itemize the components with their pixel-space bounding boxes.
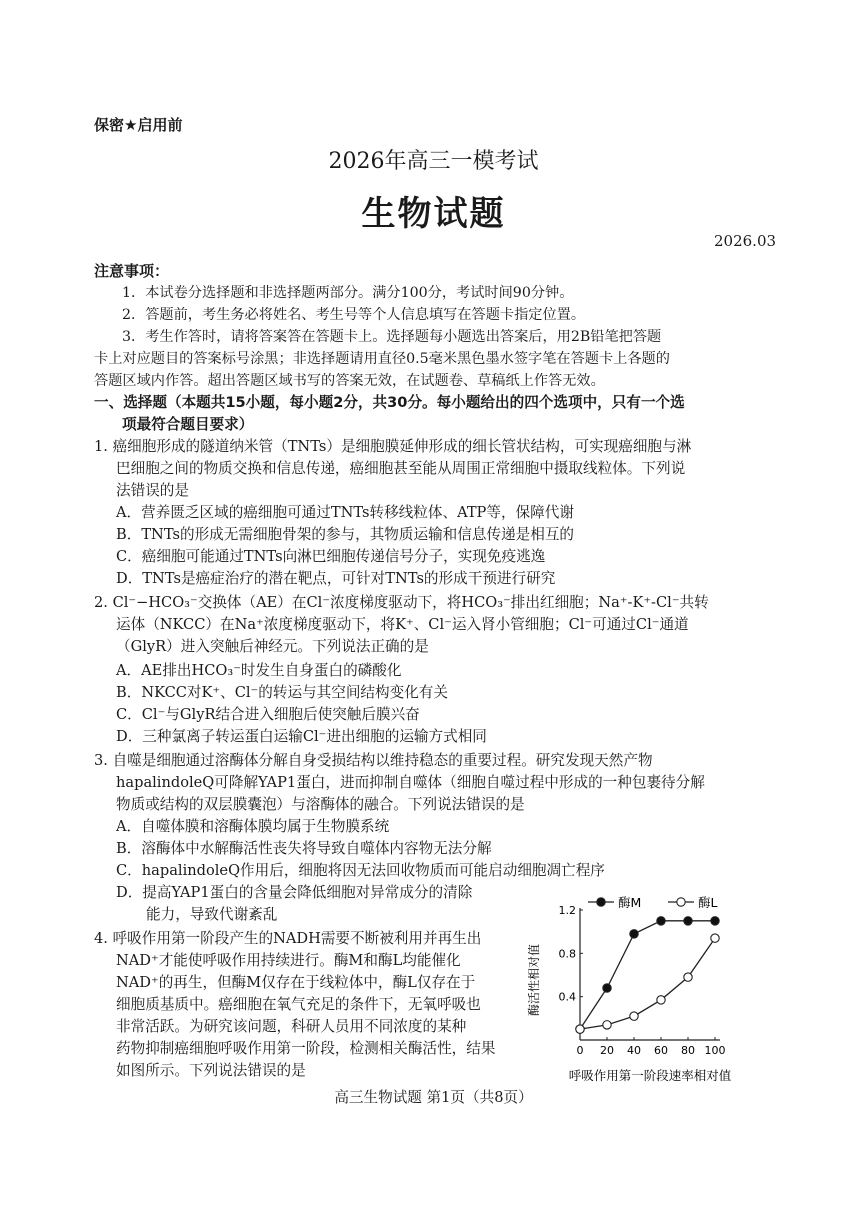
legend-label: 酶M (618, 895, 642, 910)
legend-label: 酶L (698, 895, 718, 910)
series-line-1 (580, 921, 715, 1029)
question-2-stem: （GlyR）进入突触后神经元。下列说法正确的是 (116, 638, 429, 655)
question-2-option-b: B．NKCC对K⁺、Cl⁻的转运与其空间结构变化有关 (116, 684, 448, 701)
data-point (603, 984, 611, 992)
question-4-stem: 细胞质基质中。癌细胞在氧气充足的条件下，无氧呼吸也 (116, 996, 481, 1013)
y-axis-label: 酶活性相对值 (527, 943, 541, 1017)
question-1-stem: 法错误的是 (116, 482, 189, 499)
chart-legend (588, 895, 718, 910)
page-footer: 高三生物试题 第1页（共8页） (334, 1089, 533, 1106)
question-4-stem: 非常活跃。为研究该问题，科研人员用不同浓度的某种 (116, 1018, 467, 1035)
data-point (603, 1021, 611, 1029)
data-point (657, 917, 665, 925)
question-1-stem: 巴细胞之间的物质交换和信息传递，癌细胞甚至能从周围正常细胞中摄取线粒体。下列说 (116, 460, 686, 477)
question-1-stem: 1. 癌细胞形成的隧道纳米管（TNTs）是细胞膜延伸形成的细长管状结构，可实现癌细胞与淋 (94, 438, 692, 455)
question-2-stem: 2. Cl⁻−HCO₃⁻交换体（AE）在Cl⁻浓度梯度驱动下，将HCO₃⁻排出红细胞；Na⁺-K⁺-Cl⁻共转 (94, 594, 709, 611)
question-4-stem: 药物抑制癌细胞呼吸作用第一阶段，检测相关酶活性，结果 (116, 1040, 496, 1057)
x-tick-label: 100 (704, 1044, 726, 1057)
note-line: 1．本试卷分选择题和非选择题两部分。满分100分，考试时间90分钟。 (122, 285, 574, 301)
data-point (684, 917, 692, 925)
data-point (630, 1012, 638, 1020)
question-4-stem: 如图所示。下列说法错误的是 (116, 1062, 306, 1079)
y-tick-label: 1.2 (558, 904, 576, 917)
enzyme-activity-chart (520, 890, 755, 1085)
question-3-option-c: C．hapalindoleQ作用后，细胞将因无法回收物质而可能启动细胞凋亡程序 (116, 862, 605, 879)
question-2-option-a: A．AE排出HCO₃⁻时发生自身蛋白的磷酸化 (116, 662, 402, 679)
question-1-option-b: B．TNTs的形成无需细胞骨架的参与，其物质运输和信息传递是相互的 (116, 526, 575, 543)
chart-series (576, 917, 719, 1034)
question-4-stem: 4. 呼吸作用第一阶段产生的NADH需要不断被利用并再生出 (94, 930, 482, 947)
series-line-2 (580, 938, 715, 1029)
x-axis-label: 呼吸作用第一阶段速率相对值 (568, 1068, 732, 1083)
notes-heading: 注意事项： (94, 262, 170, 280)
question-3-stem: 3. 自噬是细胞通过溶酶体分解自身受损结构以维持稳态的重要过程。研究发现天然产物 (94, 752, 653, 769)
subject-title: 生物试题 (361, 194, 506, 234)
data-point (657, 996, 665, 1004)
question-3-option-d: 能力，导致代谢紊乱 (146, 906, 278, 923)
note-line: 2．答题前，考生务必将姓名、考生号等个人信息填写在答题卡指定位置。 (122, 307, 586, 323)
question-3-stem: 物质或结构的双层膜囊泡）与溶酶体的融合。下列说法错误的是 (116, 796, 525, 813)
note-line: 卡上对应题目的答案标号涂黑；非选择题请用直径0.5毫米黑色墨水签字笔在答题卡上各题的 (94, 351, 670, 367)
y-tick-label: 0.8 (558, 947, 576, 961)
note-line: 3．考生作答时，请将答案答在答题卡上。选择题每小题选出答案后，用2B铅笔把答题 (122, 329, 662, 345)
data-point (684, 973, 692, 981)
question-3-option-b: B．溶酶体中水解酶活性丧失将导致自噬体内容物无法分解 (116, 840, 492, 857)
question-3-option-a: A．自噬体膜和溶酶体膜均属于生物膜系统 (116, 818, 390, 835)
question-3-stem: hapalindoleQ可降解YAP1蛋白，进而抑制自噬体（细胞自噬过程中形成的一种包裹待分解 (116, 774, 705, 791)
x-tick-label: 80 (681, 1044, 695, 1057)
question-4-stem: NAD⁺才能使呼吸作用持续进行。酶M和酶L均能催化 (116, 952, 461, 969)
data-point (630, 930, 638, 938)
x-tick-label: 60 (654, 1044, 668, 1057)
x-tick-label: 0 (576, 1044, 584, 1057)
question-1-option-a: A．营养匮乏区域的癌细胞可通过TNTs转移线粒体、ATP等，保障代谢 (116, 504, 574, 521)
data-point (576, 1025, 584, 1033)
x-tick-label: 20 (600, 1044, 614, 1057)
exam-title: 2026年高三一模考试 (328, 149, 539, 174)
question-2-option-c: C．Cl⁻与GlyR结合进入细胞后使突触后膜兴奋 (116, 706, 420, 723)
data-point (711, 917, 719, 925)
question-1-option-c: C．癌细胞可能通过TNTs向淋巴细胞传递信号分子，实现免疫逃逸 (116, 548, 546, 565)
question-2-stem: 运体（NKCC）在Na⁺浓度梯度驱动下，将K⁺、Cl⁻运入肾小管细胞；Cl⁻可通过Cl⁻通道 (116, 616, 689, 633)
question-3-option-d: D．提高YAP1蛋白的含量会降低细胞对异常成分的清除 (116, 884, 473, 901)
legend-marker (677, 898, 685, 906)
chart-axes (580, 908, 720, 1040)
data-point (711, 934, 719, 942)
legend-marker (597, 898, 605, 906)
exam-date: 2026.03 (714, 232, 777, 250)
confidential-label: 保密★启用前 (94, 116, 183, 134)
y-tick-label: 0.4 (558, 990, 576, 1004)
question-4-stem: NAD⁺的再生，但酶M仅存在于线粒体中，酶L仅存在于 (116, 974, 476, 991)
section-heading: 项最符合题目要求） (122, 416, 254, 433)
question-1-option-d: D．TNTs是癌症治疗的潜在靶点，可针对TNTs的形成干预进行研究 (116, 570, 556, 587)
section-heading: 一、选择题（本题共15小题，每小题2分，共30分。每小题给出的四个选项中，只有一个选 (94, 394, 685, 411)
question-2-option-d: D．三种氯离子转运蛋白运输Cl⁻进出细胞的运输方式相同 (116, 728, 487, 745)
x-tick-label: 40 (627, 1044, 641, 1057)
chart-ticks (559, 904, 726, 1057)
note-line: 答题区域内作答。超出答题区域书写的答案无效，在试题卷、草稿纸上作答无效。 (94, 373, 605, 389)
